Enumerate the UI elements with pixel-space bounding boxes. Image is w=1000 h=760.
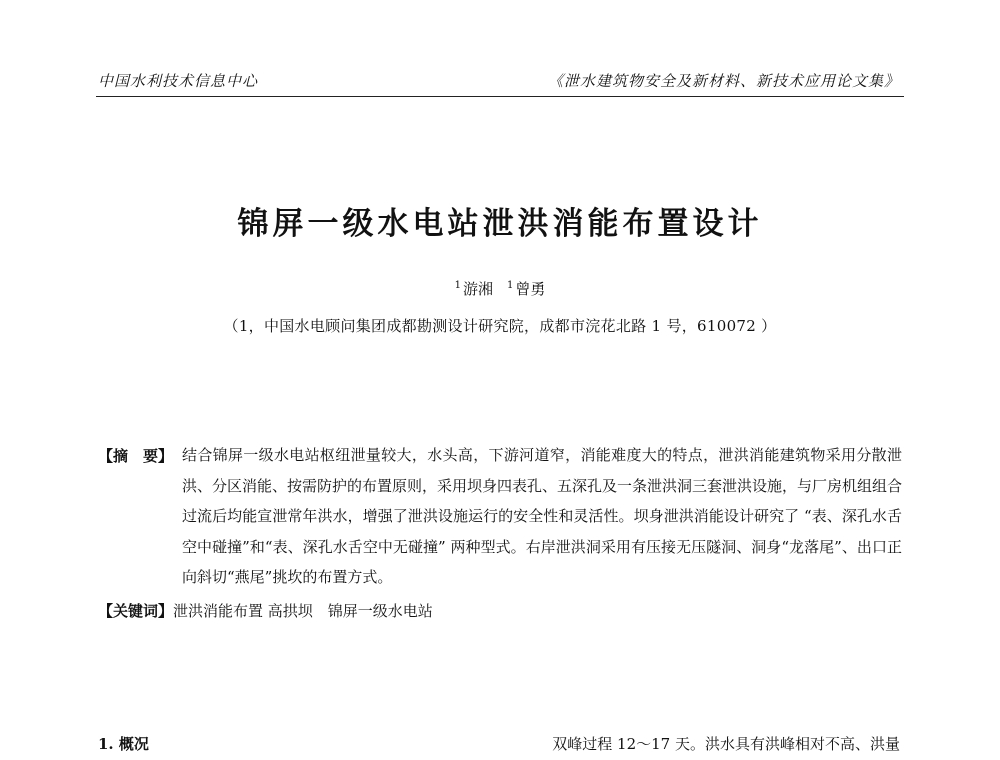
abstract-body: 结合锦屏一级水电站枢纽泄量较大，水头高，下游河道窄，消能难度大的特点，泄洪消能建筑物采用分散泄洪、分区消能、按需防护的布置原则，采用坝身四表孔、五深孔及一条泄洪洞三套泄洪设施，与厂房机组组合过流后均能宣泄常年洪水，增强了泄洪设施运行的安全性和灵活性。坝身泄洪消能设计研究了 “表、深孔水舌空中碰撞”和“表、深孔水舌空中无碰撞” 两种型式。右岸泄洪洞采用有压接无压隧洞、洞身“龙落尾”、出口正向斜切“燕尾”挑坎的布置方式。 (182, 446, 903, 586)
body-text-fragment: 双峰过程 12～17 天。洪水具有洪峰相对不高、洪量 (552, 735, 900, 753)
section-heading: 1. 概况 (98, 735, 149, 753)
author-1-affiliation-mark: 1 (454, 280, 461, 291)
running-header-right: 《泄水建筑物安全及新材料、新技术应用论文集》 (547, 72, 900, 90)
author-1-name: 游湘 (462, 280, 493, 298)
header-divider (96, 96, 904, 97)
keywords-label: 【关键词】 (98, 602, 174, 620)
author-line (0, 278, 1000, 299)
running-header-left: 中国水利技术信息中心 (98, 72, 259, 90)
author-2-affiliation-mark: 1 (507, 280, 514, 291)
abstract-label: 【摘 要】 (98, 447, 174, 465)
author-2-name: 曾勇 (515, 280, 546, 298)
paper-title: 锦屏一级水电站泄洪消能布置设计 (237, 206, 763, 242)
affiliation-line: （1，中国水电顾问集团成都勘测设计研究院，成都市浣花北路 1 号，610072 ） (223, 317, 777, 335)
keywords-text: 泄洪消能布置 高拱坝 锦屏一级水电站 (173, 602, 433, 620)
keywords-line (98, 600, 433, 621)
